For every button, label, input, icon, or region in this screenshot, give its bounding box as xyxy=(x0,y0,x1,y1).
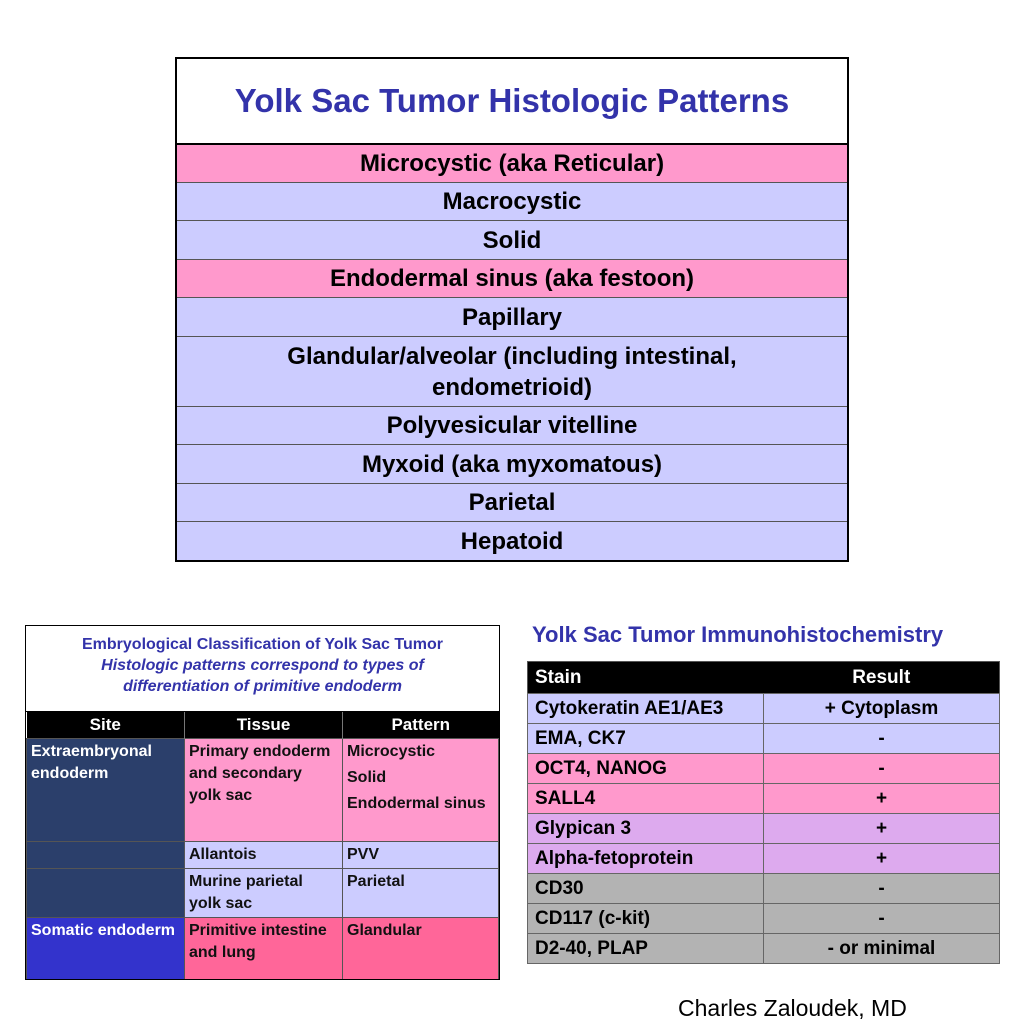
table-row xyxy=(528,724,1000,754)
tissue-cell: Murine parietal yolk sac xyxy=(185,869,343,918)
pattern-item: Endodermal sinus xyxy=(347,795,486,812)
embryo-table-title: Embryological Classification of Yolk Sac Tumor xyxy=(82,636,443,653)
site-cell: Somatic endoderm xyxy=(27,918,185,981)
embryo-grid xyxy=(26,712,499,980)
stain-cell: SALL4 xyxy=(528,784,764,814)
column-header-pattern: Pattern xyxy=(343,712,499,739)
pattern-cell xyxy=(343,918,499,981)
pattern-row: Papillary xyxy=(177,298,847,337)
pattern-row: Parietal xyxy=(177,484,847,522)
pattern-item: Microcystic xyxy=(347,743,436,760)
table-row xyxy=(528,904,1000,934)
embryological-classification-table xyxy=(25,625,500,980)
pattern-item: PVV xyxy=(347,846,380,863)
pattern-item: Parietal xyxy=(347,873,405,890)
pattern-row: Myxoid (aka myxomatous) xyxy=(177,445,847,484)
column-header-result: Result xyxy=(764,662,1000,694)
result-cell: + xyxy=(764,844,1000,874)
column-header-tissue: Tissue xyxy=(185,712,343,739)
table-row xyxy=(27,869,499,918)
stain-cell: D2-40, PLAP xyxy=(528,934,764,964)
table-row xyxy=(27,739,499,842)
result-cell: - or minimal xyxy=(764,934,1000,964)
table-row xyxy=(27,918,499,981)
embryo-table-subtitle: Histologic patterns correspond to types of differentiation of primitive endoderm xyxy=(101,657,424,695)
pattern-cell xyxy=(343,842,499,869)
pattern-row: Microcystic (aka Reticular) xyxy=(177,145,847,183)
pattern-cell xyxy=(343,739,499,842)
result-cell: + xyxy=(764,784,1000,814)
stain-cell: Alpha-fetoprotein xyxy=(528,844,764,874)
site-cell: Extraembryonal endoderm xyxy=(27,739,185,842)
author-credit: Charles Zaloudek, MD xyxy=(678,995,907,1021)
stain-cell: Cytokeratin AE1/AE3 xyxy=(528,694,764,724)
table-row xyxy=(528,874,1000,904)
patterns-table-title: Yolk Sac Tumor Histologic Patterns xyxy=(177,59,847,145)
table-row xyxy=(528,784,1000,814)
tissue-cell: Allantois xyxy=(185,842,343,869)
histologic-patterns-table xyxy=(175,57,849,562)
result-cell: - xyxy=(764,874,1000,904)
stain-cell: Glypican 3 xyxy=(528,814,764,844)
table-row xyxy=(528,934,1000,964)
embryo-table-header xyxy=(26,626,499,712)
result-cell: + xyxy=(764,814,1000,844)
table-row xyxy=(528,754,1000,784)
table-row xyxy=(528,694,1000,724)
site-cell xyxy=(27,842,185,869)
pattern-row: Glandular/alveolar (including intestinal, endometrioid) xyxy=(177,337,847,407)
stain-cell: CD117 (c-kit) xyxy=(528,904,764,934)
table-row xyxy=(528,844,1000,874)
immunohistochemistry-table xyxy=(527,661,1000,964)
stain-cell: CD30 xyxy=(528,874,764,904)
pattern-row: Macrocystic xyxy=(177,183,847,221)
ihc-table-title: Yolk Sac Tumor Immunohistochemistry xyxy=(532,622,944,647)
pattern-cell xyxy=(343,869,499,918)
column-header-site: Site xyxy=(27,712,185,739)
pattern-row: Hepatoid xyxy=(177,522,847,560)
pattern-row: Solid xyxy=(177,221,847,260)
pattern-row: Endodermal sinus (aka festoon) xyxy=(177,260,847,298)
stain-cell: EMA, CK7 xyxy=(528,724,764,754)
table-row xyxy=(27,842,499,869)
pattern-row: Polyvesicular vitelline xyxy=(177,407,847,445)
table-row xyxy=(528,814,1000,844)
tissue-cell: Primitive intestine and lung xyxy=(185,918,343,981)
result-cell: - xyxy=(764,754,1000,784)
column-header-stain: Stain xyxy=(528,662,764,694)
stain-cell: OCT4, NANOG xyxy=(528,754,764,784)
pattern-item: Glandular xyxy=(347,922,422,939)
tissue-cell: Primary endoderm and secondary yolk sac xyxy=(185,739,343,842)
result-cell: - xyxy=(764,724,1000,754)
result-cell: + Cytoplasm xyxy=(764,694,1000,724)
result-cell: - xyxy=(764,904,1000,934)
pattern-item: Solid xyxy=(347,769,387,786)
site-cell xyxy=(27,869,185,918)
